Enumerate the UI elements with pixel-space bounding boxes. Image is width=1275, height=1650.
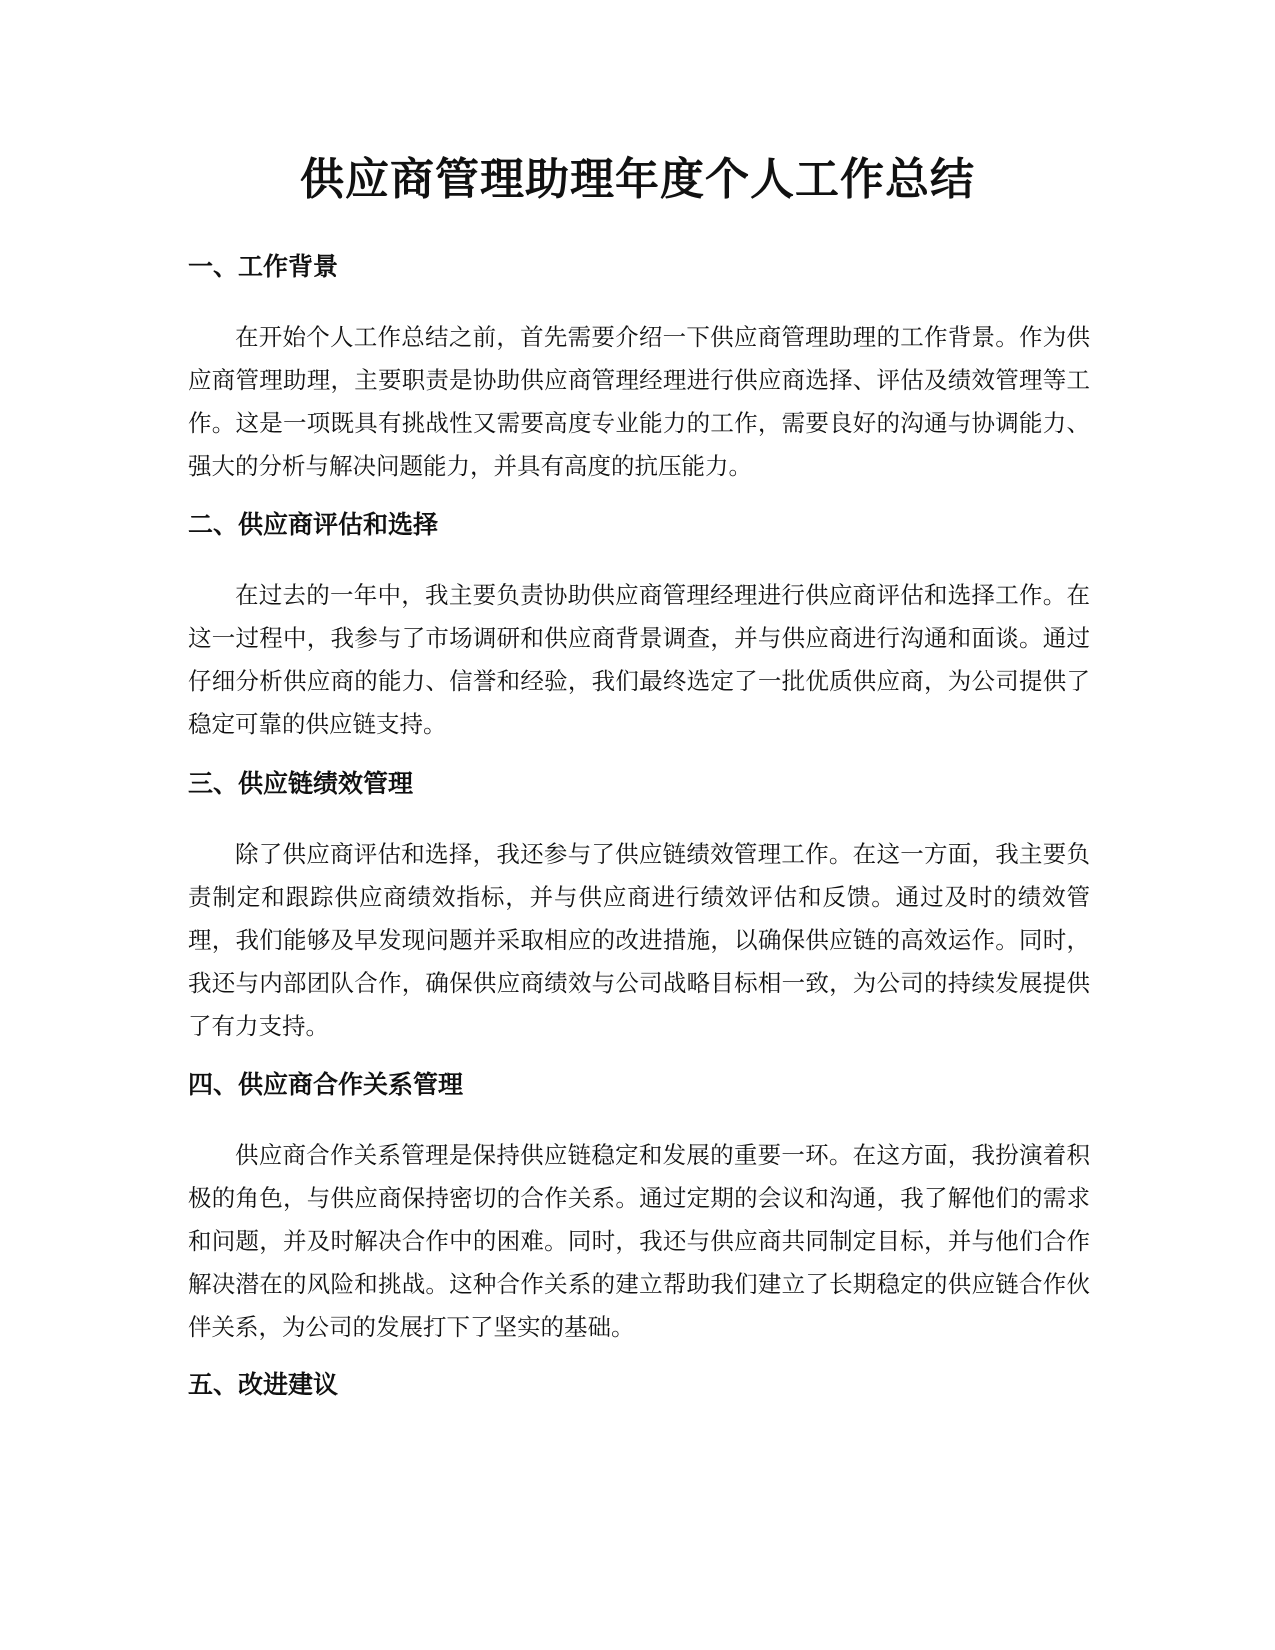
section-paragraph: 在过去的一年中，我主要负责协助供应商管理经理进行供应商评估和选择工作。在这一过程中，我参与了市场调研和供应商背景调查，并与供应商进行沟通和面谈。通过仔细分析供应商的能力、信誉和经验，我们最终选定了一批优质供应商，为公司提供了稳定可靠的供应链支持。	[188, 581, 1090, 738]
section-supplier-evaluation	[188, 508, 1090, 746]
section-paragraph: 供应商合作关系管理是保持供应链稳定和发展的重要一环。在这方面，我扮演着积极的角色，与供应商保持密切的合作关系。通过定期的会议和沟通，我了解他们的需求和问题，并及时解决合作中的困难。同时，我还与供应商共同制定目标，并与他们合作解决潜在的风险和挑战。这种合作关系的建立帮助我们建立了长期稳定的供应链合作伙伴关系，为公司的发展打下了坚实的基础。	[188, 1141, 1090, 1341]
section-paragraph: 在开始个人工作总结之前，首先需要介绍一下供应商管理助理的工作背景。作为供应商管理助理，主要职责是协助供应商管理经理进行供应商选择、评估及绩效管理等工作。这是一项既具有挑战性又需要高度专业能力的工作，需要良好的沟通与协调能力、强大的分析与解决问题能力，并具有高度的抗压能力。	[188, 323, 1090, 480]
section-performance-management	[188, 767, 1090, 1048]
section-heading: 二、供应商评估和选择	[188, 510, 439, 539]
section-paragraph: 除了供应商评估和选择，我还参与了供应链绩效管理工作。在这一方面，我主要负责制定和跟踪供应商绩效指标，并与供应商进行绩效评估和反馈。通过及时的绩效管理，我们能够及早发现问题并采取相应的改进措施，以确保供应链的高效运作。同时，我还与内部团队合作，确保供应商绩效与公司战略目标相一致，为公司的持续发展提供了有力支持。	[188, 840, 1090, 1040]
section-heading: 一、工作背景	[188, 252, 339, 281]
section-heading: 五、改进建议	[188, 1370, 339, 1399]
document-title: 供应商管理助理年度个人工作总结	[300, 154, 975, 205]
section-improvement-suggestions	[188, 1368, 1090, 1402]
section-work-background	[188, 250, 1090, 488]
section-heading: 四、供应商合作关系管理	[188, 1070, 464, 1099]
section-heading: 三、供应链绩效管理	[188, 769, 414, 798]
section-partnership-management	[188, 1068, 1090, 1349]
